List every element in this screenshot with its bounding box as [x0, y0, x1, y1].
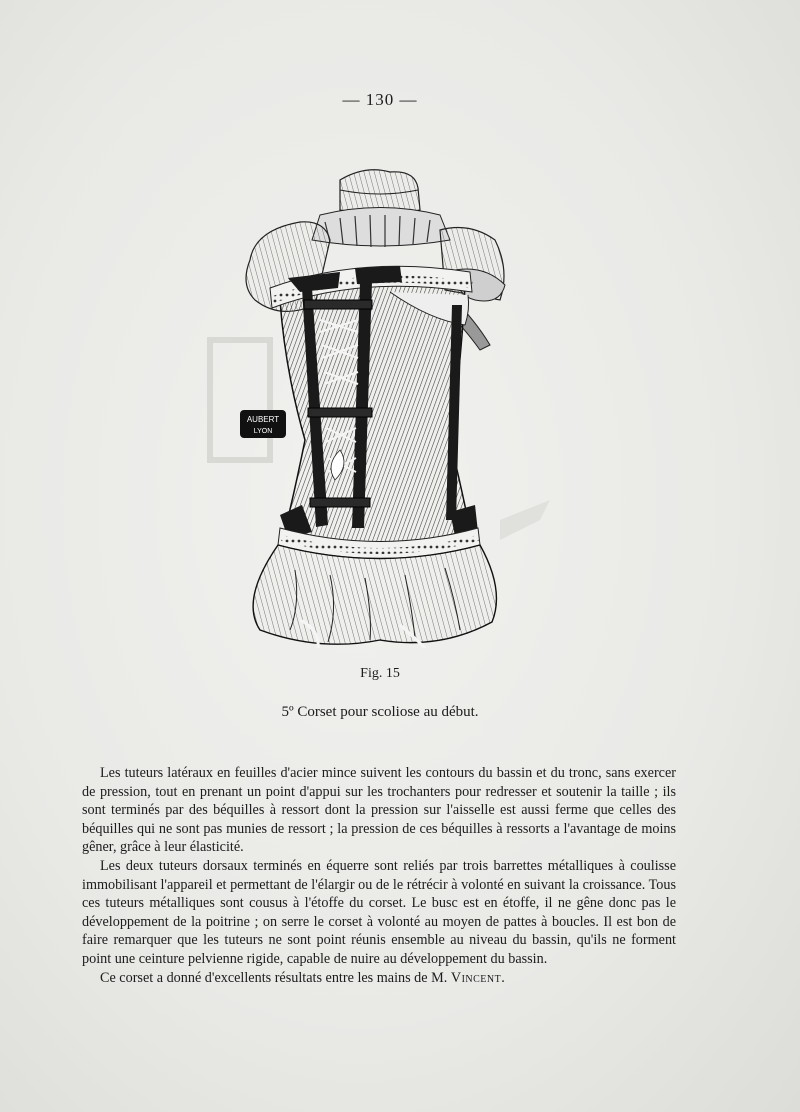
paragraph-3-end: .: [501, 969, 505, 986]
page-number: — 130 —: [342, 90, 418, 109]
author-name: Vincent: [450, 969, 502, 986]
body-text: [82, 764, 676, 987]
maker-label-line1: AUBERT: [246, 415, 280, 424]
corset-illustration: [200, 160, 560, 660]
paragraph-1: Les tuteurs latéraux en feuilles d'acier mince suivent les contours du bassin et du tronc, sans exercer de pression, tout en prenant un point d'appui sur les trochanters pour redresser et soutenir la taille ; ils sont terminés par des béquilles à ressort dont la pression sur l'aisselle est aussi ferme que celles des béquilles qui ne sont pas munies de ressort ; la pression de ces béquilles à ressorts a l'avantage de moins gêner, grâce à leur élasticité.: [82, 765, 676, 856]
figure-title: 5º Corset pour scoliose au début.: [281, 704, 479, 720]
bleed-through: [220, 622, 223, 638]
paragraph-2: Les deux tuteurs dorsaux terminés en équerre sont reliés par trois barrettes métalliques à coulisse immobilisant l'appareil et permettant de l'élargir ou de le rétrécir à volonté en suivant la croissance. Tous ces tuteurs métalliques sont cousus à l'étoffe du corset. Le busc est en étoffe, il ne gêne donc pas le développement de la poitrine ; on serre le corset à volonté au moyen de pattes à boucles. Il est bon de faire remarquer que les tuteurs ne sont point réunis ensemble au niveau du bassin, qu'ils ne forment point une ceinture pelvienne rigide, capable de nuire au développement du bassin.: [82, 857, 676, 967]
paragraph-3: [82, 969, 676, 988]
figure-caption: Fig. 15: [360, 666, 400, 681]
maker-label-line2: LYON: [253, 428, 273, 435]
paragraph-3-text: Ce corset a donné d'excellents résultats entre les mains de M.: [100, 969, 451, 986]
